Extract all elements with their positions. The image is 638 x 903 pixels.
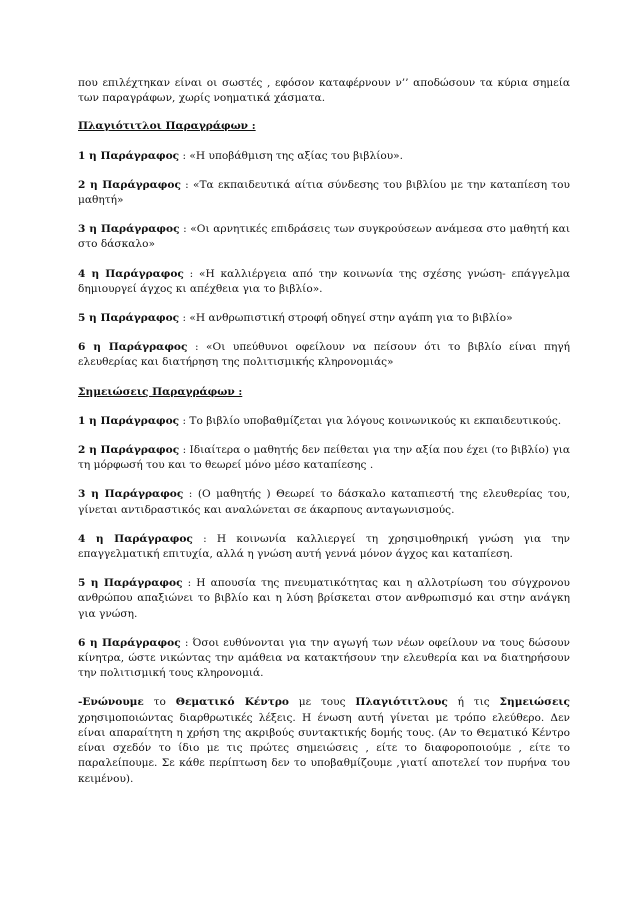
note-label: 3 η Παράγραφος — [78, 488, 184, 501]
subtitle-item — [78, 178, 570, 208]
final-lead: -Ενώνουμε — [78, 696, 144, 709]
note-label: 6 η Παράγραφος — [78, 636, 181, 649]
final-keyword: Σημειώσεις — [499, 696, 570, 709]
intro-paragraph: που επιλέχτηκαν είναι οι σωστές , εφόσον καταφέρνουν ν’’ αποδώσουν τα κύρια σημεία των παραγράφων, χωρίς νοηματικά χάσματα. — [78, 77, 570, 105]
note-label: 2 η Παράγραφος — [78, 444, 180, 457]
note-text: : (Ο μαθητής ) Θεωρεί το δάσκαλο καταπιεστή της ελευθερίας του, γίνεται αντιδραστικός και αναλώνεται σε άκαρπους ανταγωνισμούς. — [78, 488, 570, 516]
subtitle-label: 4 η Παράγραφος — [78, 267, 184, 280]
note-item — [78, 576, 570, 622]
subtitle-text: : «Η υποβάθμιση της αξίας του βιβλίου». — [179, 149, 404, 162]
subtitle-label: 1 η Παράγραφος — [78, 149, 180, 162]
final-keyword: Θεματικό Κέντρο — [175, 696, 289, 709]
note-label: 5 η Παράγραφος — [78, 577, 183, 590]
note-item — [78, 532, 570, 562]
note-text: : Το βιβλίο υποβαθμίζεται για λόγους κοινωνικούς κι εκπαιδευτικούς. — [179, 414, 562, 427]
subtitle-text: : «Τα εκπαιδευτικά αίτια σύνδεσης του βιβλίου με την καταπίεση του μαθητή» — [78, 178, 570, 207]
notes-heading: Σημειώσεις Παραγράφων : — [78, 385, 243, 398]
note-text: : Ιδιαίτερα ο μαθητής δεν πείθεται για την αξία που έχει (το βιβλίο) για τη μόρφωσή του και το θεωρεί μόνο μέσο καταπίεσης . — [78, 444, 570, 472]
note-item — [78, 636, 570, 682]
note-label: 1 η Παράγραφος — [78, 414, 180, 427]
final-text: με τους — [288, 696, 356, 709]
subtitle-text: : «Οι υπεύθυνοι οφείλουν να πείσουν ότι το βιβλίο είναι πηγή ελευθερίας και διατήρηση της πολιτισμικής κληρονομιάς» — [78, 341, 570, 369]
subtitle-label: 2 η Παράγραφος — [78, 178, 181, 191]
final-keyword: Πλαγιότιτλους — [355, 696, 448, 709]
final-paragraph — [78, 695, 570, 786]
note-item — [78, 414, 570, 429]
subtitle-text: : «Η ανθρωπιστική στροφή οδηγεί στην αγάπη για το βιβλίο» — [179, 312, 513, 325]
subtitle-label: 5 η Παράγραφος — [78, 312, 180, 325]
note-text: : Η απουσία της πνευματικότητας και η αλλοτρίωση του σύγχρονου ανθρώπου απαξιώνει το βιβλίο και η λύση βρίσκεται στον ανθρωπισμό και στην ανάγκη για γνώση. — [78, 577, 570, 620]
note-item — [78, 487, 570, 517]
note-item — [78, 443, 570, 473]
subtitle-label: 6 η Παράγραφος — [78, 341, 188, 354]
subtitles-heading: Πλαγιότιτλοι Παραγράφων : — [78, 120, 256, 133]
subtitle-item — [78, 267, 570, 297]
final-text: χρησιμοποιώντας διαρθρωτικές λέξεις. Η ένωση αυτή γίνεται με τρόπο ελεύθερο. Δεν είναι απαραίτητη η χρήση της ακριβούς συντακτικής δομής τους. (Αν το Θεματικό Κέντρο είναι σχεδόν το ίδιο με τις πρώτες σημειώσεις , είτε το διαφοροποιούμε , είτε το παραλείπουμε. Σε κάθε περίπτωση δεν το υποβαθμίζουμε ,γιατί αποτελεί τον πυρήνα του κειμένου). — [78, 711, 570, 785]
document-page — [78, 76, 570, 801]
final-text: ή τις — [447, 696, 500, 709]
final-text: το — [143, 696, 176, 709]
note-label: 4 η Παράγραφος — [78, 532, 193, 545]
note-text: : Όσοι ευθύνονται για την αγωγή των νέων οφείλουν να τους δώσουν κίνητρα, ώστε νικώντας την αμάθεια να κατακτήσουν την ελευθερία και να διατηρήσουν την πολιτισμική τους κληρονομιά. — [78, 636, 570, 680]
subtitle-item — [78, 311, 570, 326]
subtitle-label: 3 η Παράγραφος — [78, 223, 180, 236]
subtitle-item — [78, 222, 570, 252]
subtitle-text: : «Η καλλιέργεια από την κοινωνία της σχέσης γνώση- επάγγελμα δημιουργεί άγχος κι απέχθεια για το βιβλίο». — [78, 267, 570, 295]
subtitle-text: : «Οι αρνητικές επιδράσεις των συγκρούσεων ανάμεσα στο μαθητή και στο δάσκαλο» — [78, 223, 570, 251]
subtitle-item — [78, 340, 570, 370]
note-text: : Η κοινωνία καλλιεργεί τη χρησιμοθηρική γνώση για την επαγγελματική επιτυχία, αλλά η γνώση αυτή γεννά μόνον άγχος και καταπίεση. — [78, 532, 570, 561]
subtitle-item — [78, 149, 570, 164]
